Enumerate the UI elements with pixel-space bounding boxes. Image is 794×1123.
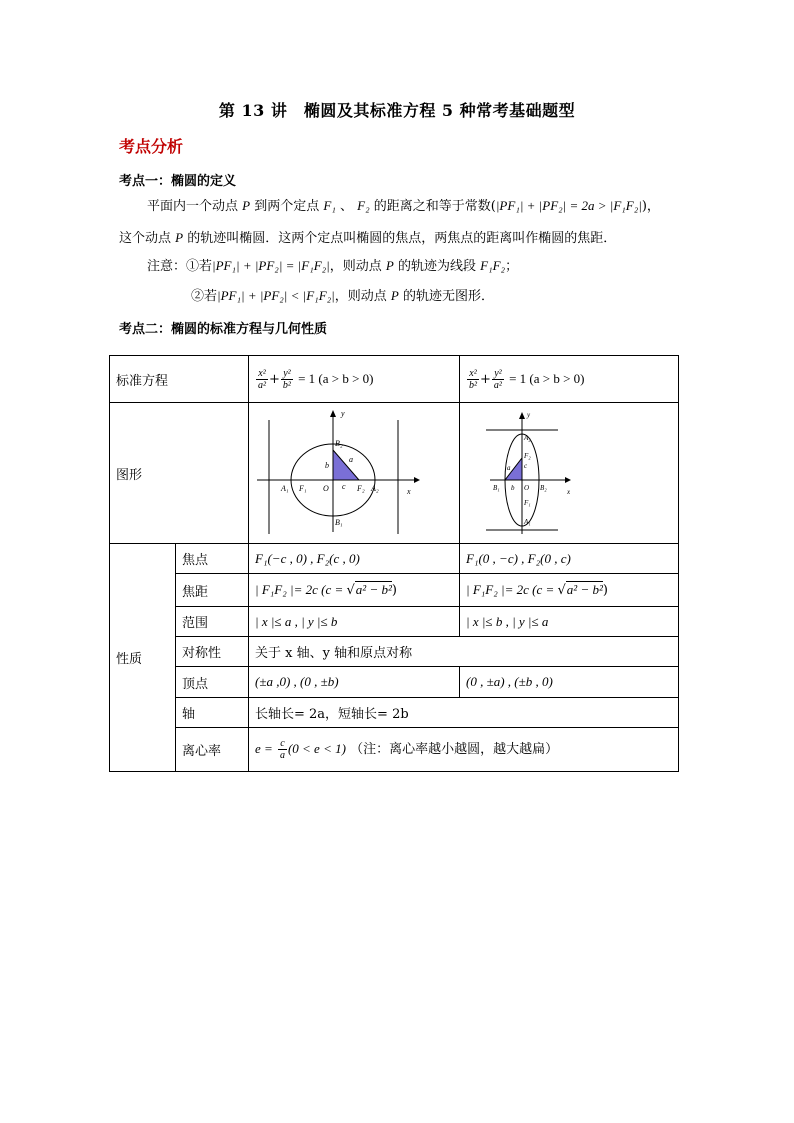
label-x: x <box>407 486 411 496</box>
label-c: c <box>524 461 528 470</box>
eccentricity-value <box>249 728 679 772</box>
math-p: P <box>242 198 251 213</box>
focal-text: | F₁F₂ |= 2c (c = <box>466 582 558 597</box>
numerator: x² <box>467 368 479 380</box>
ecc-eq: e = <box>255 741 273 756</box>
label-b2: B₂ <box>540 483 547 492</box>
vertex-value-2: (0 , ±a) , (±b , 0) <box>460 667 679 698</box>
table-row <box>110 637 679 667</box>
text: 的距离之和等于常数( <box>373 199 496 214</box>
denominator: b² <box>469 379 478 391</box>
triangle-bca <box>333 450 359 480</box>
label-a2: A₂ <box>371 483 379 493</box>
table-row <box>110 574 679 607</box>
numerator: x² <box>256 368 268 380</box>
text: 这个动点 <box>119 231 172 246</box>
note-label: 注意： <box>147 259 187 274</box>
y-axis-arrow <box>330 410 336 417</box>
x-axis-arrow <box>414 477 420 483</box>
text: ，则动点 <box>334 289 387 304</box>
focus-value-1: F₁(−c , 0) , F₂(c , 0) <box>249 544 460 574</box>
label-y: y <box>527 410 531 419</box>
focal-value-1: | F₁F₂ |= 2c (c = √a² − b²) <box>249 574 460 607</box>
label-a1: A₁ <box>281 483 289 493</box>
prop-label-range: 范围 <box>176 607 249 637</box>
prop-label-vertex: 顶点 <box>176 667 249 698</box>
std-eq-1 <box>249 356 460 403</box>
table-row <box>110 356 679 403</box>
kp2-heading: 考点二：椭圆的标准方程与几何性质 <box>119 322 328 337</box>
close-paren: ) <box>602 583 608 598</box>
numerator: y² <box>281 368 293 380</box>
section-heading: 考点分析 <box>119 137 184 156</box>
denominator: a <box>279 750 285 761</box>
ecc-note: （注：离心率越小越圆，越大越扁） <box>350 742 559 757</box>
focus-value-2: F₁(0 , −c) , F₂(0 , c) <box>460 544 679 574</box>
label-f2: F₂ <box>524 451 531 460</box>
table-row <box>110 728 679 772</box>
table-row <box>110 667 679 698</box>
vertex-value-1: (±a ,0) , (0 , ±b) <box>249 667 460 698</box>
table-row <box>110 607 679 637</box>
math-def-expr: |PF₁| + |PF₂| = 2a > |F₁F₂| <box>495 198 642 213</box>
label-c: c <box>342 481 346 491</box>
properties-table <box>109 355 679 772</box>
y-axis-arrow <box>519 412 525 419</box>
label-f2: F₂ <box>357 483 365 493</box>
definition-line-1 <box>147 196 660 217</box>
label-x: x <box>567 487 571 496</box>
label-o: O <box>524 483 530 492</box>
math-p: P <box>390 288 399 303</box>
std-eq-2-cond: = 1 (a > b > 0) <box>509 370 585 386</box>
table-row <box>110 698 679 728</box>
definition-line-2 <box>119 228 616 249</box>
note-line-2 <box>191 286 494 307</box>
range-value-2: | x |≤ b , | y |≤ a <box>460 607 679 637</box>
label-b1: B₁ <box>335 517 343 527</box>
prop-label-symmetry: 对称性 <box>176 637 249 667</box>
text: ，则动点 <box>329 259 382 274</box>
math-p: P <box>385 258 394 273</box>
math-f2: F₂ <box>357 198 370 213</box>
ecc-cond: (0 < e < 1) <box>287 741 346 756</box>
std-eq-2 <box>460 356 679 403</box>
fraction <box>256 368 268 391</box>
label-b: b <box>511 483 515 492</box>
horizontal-ellipse-diagram <box>249 404 458 543</box>
label-a1: A₁ <box>524 517 531 526</box>
math-seg: F₁F₂ <box>480 258 506 273</box>
label-a2: A₂ <box>524 433 531 442</box>
sqrt-body: a² − b² <box>566 582 603 597</box>
math-n2-expr: |PF₁| + |PF₂| < |F₁F₂| <box>217 288 335 303</box>
label-o: O <box>323 483 329 493</box>
label-b2: B₂ <box>335 438 343 448</box>
label-b: b <box>325 460 330 470</box>
figure-vertical-ellipse <box>460 403 679 544</box>
text: 的轨迹为线段 <box>398 259 477 274</box>
label-b1: B₁ <box>493 483 500 492</box>
math-p: P <box>175 230 184 245</box>
label-f1: F₁ <box>524 498 531 507</box>
prop-label-focus: 焦点 <box>176 544 249 574</box>
plus: + <box>480 371 491 387</box>
label-a: a <box>507 463 511 472</box>
range-value-1: | x |≤ a , | y |≤ b <box>249 607 460 637</box>
denominator: a² <box>258 379 267 391</box>
plus: + <box>269 371 280 387</box>
close-paren: ) <box>391 583 397 598</box>
prop-label-axis: 轴 <box>176 698 249 728</box>
vertical-ellipse-diagram <box>460 404 677 543</box>
x-axis-arrow <box>565 477 571 483</box>
figure-horizontal-ellipse <box>249 403 460 544</box>
math-n1-expr: |PF₁| + |PF₂| = |F₁F₂| <box>212 258 330 273</box>
table-row <box>110 544 679 574</box>
page-title: 第 13 讲 椭圆及其标准方程 5 种常考基础题型 <box>218 101 576 120</box>
prop-label-eccentricity: 离心率 <box>176 728 249 772</box>
row-label-standard: 标准方程 <box>110 356 249 403</box>
table-row <box>110 403 679 544</box>
row-label-figure: 图形 <box>110 403 249 544</box>
symmetry-value: 关于 x 轴、y 轴和原点对称 <box>249 637 679 667</box>
text: ②若 <box>191 289 218 304</box>
label-a: a <box>349 454 354 464</box>
label-f1: F₁ <box>299 483 307 493</box>
focal-value-2: | F₁F₂ |= 2c (c = √a² − b²) <box>460 574 679 607</box>
text: 到两个定点 <box>254 199 320 214</box>
row-label-properties: 性质 <box>110 544 176 772</box>
std-eq-1-cond: = 1 (a > b > 0) <box>298 370 374 386</box>
numerator: c <box>278 738 287 750</box>
fraction <box>281 368 293 391</box>
label-y: y <box>341 408 345 418</box>
prop-label-focal: 焦距 <box>176 574 249 607</box>
fraction <box>467 368 479 391</box>
sqrt-body: a² − b² <box>355 582 392 597</box>
denominator: a² <box>493 379 502 391</box>
kp1-heading: 考点一：椭圆的定义 <box>119 174 237 189</box>
fraction <box>492 368 504 391</box>
text: )， <box>641 199 660 214</box>
text: ； <box>505 259 519 274</box>
fraction <box>278 738 287 761</box>
numerator: y² <box>492 368 504 380</box>
text: 的轨迹叫椭圆．这两个定点叫椭圆的焦点，两焦点的距离叫作椭圆的焦距． <box>187 231 617 246</box>
text: 平面内一个动点 <box>147 199 239 214</box>
text: 的轨迹无图形． <box>402 289 494 304</box>
text: 、 <box>340 199 354 214</box>
axis-value: 长轴长= 2a，短轴长= 2b <box>249 698 679 728</box>
note-line-1 <box>147 256 518 277</box>
math-f1: F₁ <box>323 198 336 213</box>
focal-text: | F₁F₂ |= 2c (c = <box>255 582 347 597</box>
text: ①若 <box>186 259 213 274</box>
denominator: b² <box>282 379 291 391</box>
